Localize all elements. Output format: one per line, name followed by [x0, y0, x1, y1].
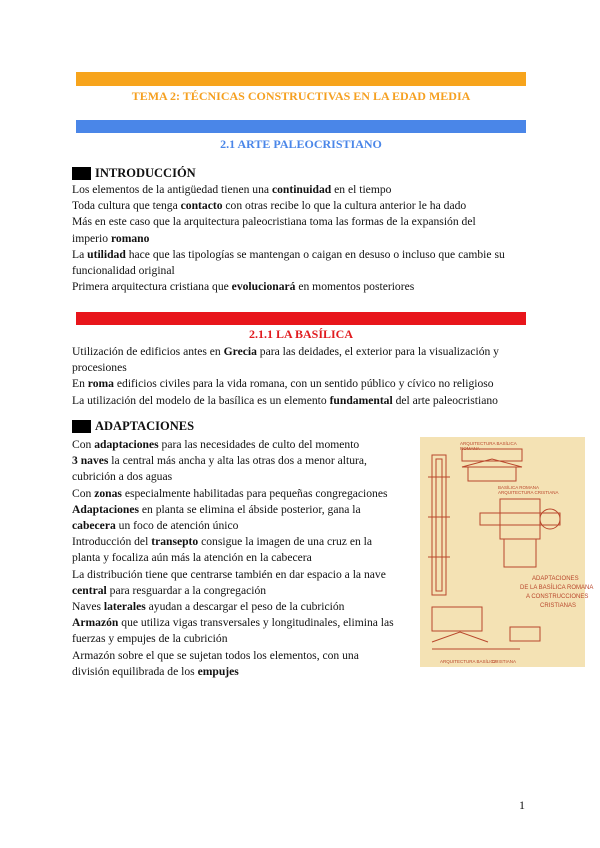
adaptaciones-text: [72, 437, 412, 680]
text-line: [72, 263, 505, 279]
text-run: la central más ancha y alta las otras dos a menor altura,: [108, 454, 367, 468]
text-run: Con: [72, 486, 95, 500]
subsection-bar: [76, 312, 526, 325]
text-line: [72, 567, 412, 583]
text-line: [72, 599, 412, 615]
diagram-caption: ADAPTACIONES: [532, 576, 579, 582]
text-run: Los elementos de la antigüedad tienen una: [72, 183, 272, 196]
text-line: [72, 231, 505, 247]
text-line: [72, 376, 499, 392]
text-line: [72, 214, 505, 230]
diagram-label: BASÍLICA ROMANA: [498, 485, 540, 490]
text-run: en planta se elimina el ábside posterior, gana la: [139, 502, 361, 516]
text-run: hace que las tipologías se mantengan o caigan en desuso o incluso que cambie su: [125, 247, 505, 261]
text-run: un foco de atención único: [115, 519, 239, 533]
diagram-nave-inner: [436, 459, 442, 591]
text-line: [72, 648, 412, 664]
text-line: [72, 344, 499, 360]
title-bar: [76, 72, 526, 86]
bold-term: continuidad: [271, 183, 332, 196]
text-run: procesiones: [72, 361, 127, 375]
text-run: Introducción del: [72, 535, 152, 549]
bold-term: laterales: [103, 600, 146, 614]
text-run: consigue la imagen de una cruz en la: [198, 535, 373, 549]
adaptaciones-heading: [72, 419, 194, 434]
text-line: [72, 583, 412, 599]
diagram-caption: CRISTIANAS: [540, 603, 577, 609]
diagram-label: ARQUITECTURA BASÍLICA: [460, 441, 517, 446]
heading-marker: [72, 420, 91, 433]
text-line: [72, 469, 412, 485]
text-line: [72, 393, 499, 409]
text-line: [72, 518, 412, 534]
diagram-transept: [500, 499, 540, 539]
bold-term: adaptaciones: [94, 438, 159, 451]
text-line: [72, 615, 412, 631]
subsection-title: 2.1.1 LA BASÍLICA: [248, 327, 354, 341]
bold-term: Adaptaciones: [72, 502, 139, 516]
section-title: 2.1 ARTE PALEOCRISTIANO: [220, 137, 382, 151]
bold-term: utilidad: [87, 247, 126, 261]
page-number: 1: [519, 798, 525, 812]
text-run: La utilización del modelo de la basílica es un elemento: [72, 393, 330, 407]
text-run: para resguardar a la congregación: [106, 583, 267, 597]
text-run: del arte paleocristiano: [392, 393, 498, 407]
text-run: Más en este caso que la arquitectura paleocristiana toma las formas de la expansión del: [72, 215, 476, 229]
text-run: con otras recibe lo que la cultura anterior le ha dado: [222, 199, 467, 213]
doc-title: TEMA 2: TÉCNICAS CONSTRUCTIVAS EN LA EDAD MEDIA: [131, 89, 471, 103]
text-run: Con: [72, 438, 95, 451]
diagram-caption: A CONSTRUCCIONES: [526, 594, 589, 600]
text-run: La: [72, 247, 88, 261]
diagram-label: ARQUITECTURA BASÍLICA: [440, 659, 497, 664]
bold-term: Grecia: [223, 345, 257, 358]
text-run: Toda cultura que tenga: [72, 199, 181, 213]
diagram-label: ARQUITECTURA CRISTIANA: [498, 490, 559, 495]
bold-term: empujes: [197, 664, 239, 678]
text-run: En: [72, 377, 88, 391]
heading-marker: [72, 167, 91, 180]
bold-term: roma: [87, 377, 114, 391]
bold-term: transepto: [151, 535, 199, 549]
intro-text: [72, 182, 505, 295]
basilica-text: [72, 344, 499, 409]
text-run: que utiliza vigas transversales y longitudinales, elimina las: [118, 616, 394, 630]
section-bar: [76, 120, 526, 133]
bold-term: Armazón: [72, 616, 119, 630]
text-line: [72, 550, 412, 566]
text-line: [72, 437, 412, 453]
adaptaciones-heading-text: ADAPTACIONES: [95, 419, 195, 433]
text-line: [72, 502, 412, 518]
bold-term: fundamental: [329, 393, 393, 407]
text-line: [72, 360, 499, 376]
text-run: para las necesidades de culto del momento: [158, 438, 360, 451]
text-line: [72, 486, 412, 502]
text-line: [72, 453, 412, 469]
diagram-label: ROMANA: [460, 446, 480, 451]
intro-heading-text: INTRODUCCIÓN: [95, 166, 196, 180]
basilica-diagram: [420, 437, 594, 667]
text-line: [72, 279, 505, 295]
text-line: [72, 182, 505, 198]
text-run: para las deidades, el exterior para la visualización y: [256, 345, 499, 358]
bold-term: evolucionará: [231, 280, 296, 294]
bold-term: central: [72, 583, 107, 597]
text-run: ayudan a descargar el peso de la cubrición: [145, 600, 345, 614]
text-run: edificios civiles para la vida romana, con un sentido público y cívico no religioso: [113, 377, 494, 391]
text-line: [72, 247, 505, 263]
text-run: Utilización de edificios antes en: [72, 345, 224, 358]
diagram-caption: DE LA BASÍLICA ROMANA: [520, 585, 594, 591]
bold-term: cabecera: [72, 519, 116, 533]
text-run: imperio: [72, 231, 111, 245]
text-run: funcionalidad original: [72, 264, 175, 278]
text-run: en el tiempo: [331, 183, 392, 196]
text-line: [72, 664, 412, 680]
text-line: [72, 534, 412, 550]
text-run: La distribución tiene que centrarse también en dar espacio a la nave: [72, 567, 386, 581]
text-run: fuerzas y empujes de la cubrición: [72, 632, 228, 646]
text-run: en momentos posteriores: [295, 280, 415, 294]
text-run: especialmente habilitadas para pequeñas congregaciones: [121, 486, 388, 500]
text-run: cubrición a dos aguas: [72, 470, 173, 484]
text-run: división equilibrada de los: [72, 664, 198, 678]
text-run: Primera arquitectura cristiana que: [72, 280, 232, 294]
intro-heading: [72, 166, 196, 181]
bold-term: 3 naves: [72, 454, 109, 468]
text-run: Armazón sobre el que se sujetan todos los elementos, con una: [72, 648, 359, 662]
bold-term: romano: [110, 231, 150, 245]
bold-term: contacto: [180, 199, 223, 213]
text-run: Naves: [72, 600, 104, 614]
text-run: planta y focaliza aún más la atención en la cabecera: [72, 551, 312, 565]
text-line: [72, 631, 412, 647]
bold-term: zonas: [94, 486, 122, 500]
diagram-label: CRISTIANA: [492, 659, 517, 664]
diagram-nave-outline: [432, 455, 446, 595]
text-line: [72, 198, 505, 214]
basilica-diagram-image: [420, 437, 594, 667]
